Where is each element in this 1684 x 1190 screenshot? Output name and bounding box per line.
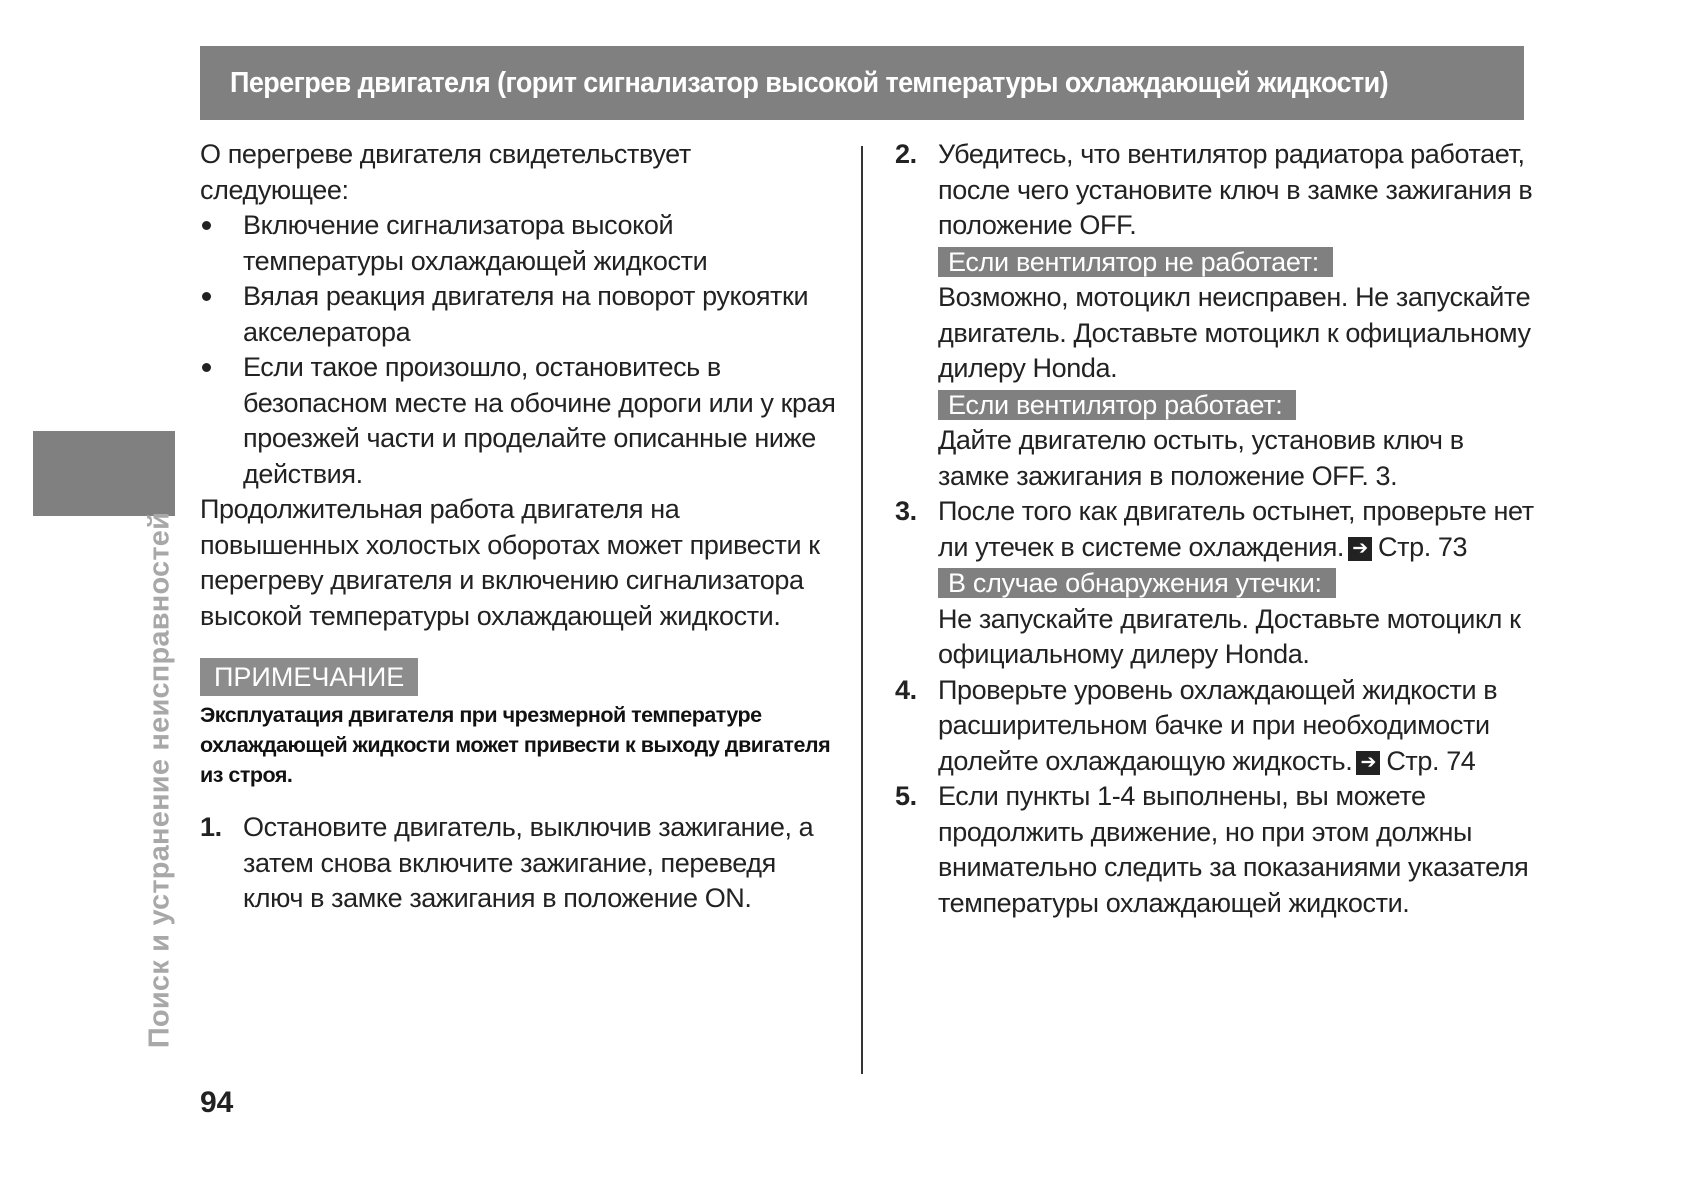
page-number: 94	[200, 1086, 234, 1119]
bullet-text: Если такое произошло, остановитесь в безопасном месте на обочине дороги или у края проезжей части и проделайте описанные ниже действия.	[243, 352, 836, 489]
step-3	[895, 494, 1535, 673]
right-column	[895, 137, 1535, 921]
page-reference-arrow-icon: ➔	[1348, 537, 1372, 561]
condition-text-fan-working: Дайте двигателю остыть, установив ключ в замке зажигания в положение OFF. 3.	[938, 425, 1464, 491]
step-text: После того как двигатель остынет, проверьте нет ли утечек в системе охлаждения.	[938, 496, 1534, 562]
step-2	[895, 137, 1535, 494]
step-text: Если пункты 1-4 выполнены, вы можете продолжить движение, но при этом должны внимательно следить за показаниями указателя температуры охлаждающей жидкости.	[938, 781, 1529, 918]
step-1	[200, 810, 840, 917]
warning-paragraph: Продолжительная работа двигателя на повышенных холостых оборотах может привести к перегреву двигателя и включению сигнализатора высокой температуры охлаждающей жидкости.	[200, 494, 820, 631]
section-header	[200, 46, 1524, 120]
condition-text-leak: Не запускайте двигатель. Доставьте мотоцикл к официальному дилеру Honda.	[938, 603, 1521, 669]
left-column	[200, 137, 840, 917]
step-text: Проверьте уровень охлаждающей жидкости в расширительном бачке и при необходимости долейте охлаждающую жидкость.	[938, 674, 1498, 776]
step-text: Остановите двигатель, выключив зажигание, а затем снова включите зажигание, переведя ключ в замке зажигания в положение ON.	[243, 812, 814, 913]
column-divider	[861, 146, 863, 1074]
condition-label-fan-working: Если вентилятор работает:	[938, 390, 1296, 420]
step-5	[895, 779, 1535, 921]
condition-text-fan-not-working: Возможно, мотоцикл неисправен. Не запускайте двигатель. Доставьте мотоцикл к официальному дилеру Honda.	[938, 282, 1531, 383]
note-badge: ПРИМЕЧАНИЕ	[200, 658, 418, 696]
page-reference-link[interactable]: Стр. 73	[1378, 531, 1468, 562]
page-reference-link[interactable]: Стр. 74	[1386, 745, 1476, 776]
page-reference-arrow-icon: ➔	[1356, 751, 1380, 775]
bullet-icon	[202, 292, 211, 301]
note-text: Эксплуатация двигателя при чрезмерной температуре охлаждающей жидкости может привести к выходу двигателя из строя.	[200, 703, 831, 787]
bullet-icon	[202, 221, 211, 230]
step-number: 2.	[895, 139, 917, 169]
step-text: Убедитесь, что вентилятор радиатора работает, после чего установите ключ в замке зажигания в положение OFF.	[938, 139, 1533, 240]
step-number: 3.	[895, 496, 917, 526]
condition-label-leak: В случае обнаружения утечки:	[938, 568, 1336, 598]
side-section-label: Поиск и устранение неисправностей	[143, 511, 176, 1049]
step-4	[895, 673, 1535, 780]
bullet-item	[200, 350, 840, 492]
step-number: 1.	[200, 812, 222, 842]
bullet-item	[200, 279, 840, 350]
section-title: Перегрев двигателя (горит сигнализатор высокой температуры охлаждающей жидкости)	[230, 66, 1389, 99]
step-number: 5.	[895, 781, 917, 811]
intro-text: О перегреве двигателя свидетельствует следующее:	[200, 139, 691, 205]
bullet-icon	[202, 363, 211, 372]
step-number: 4.	[895, 674, 917, 705]
bullet-item	[200, 208, 840, 279]
condition-label-fan-not-working: Если вентилятор не работает:	[938, 247, 1333, 277]
side-tab-marker	[33, 431, 175, 516]
bullet-text: Вялая реакция двигателя на поворот рукоятки акселератора	[243, 281, 809, 347]
bullet-text: Включение сигнализатора высокой температуры охлаждающей жидкости	[243, 210, 708, 276]
